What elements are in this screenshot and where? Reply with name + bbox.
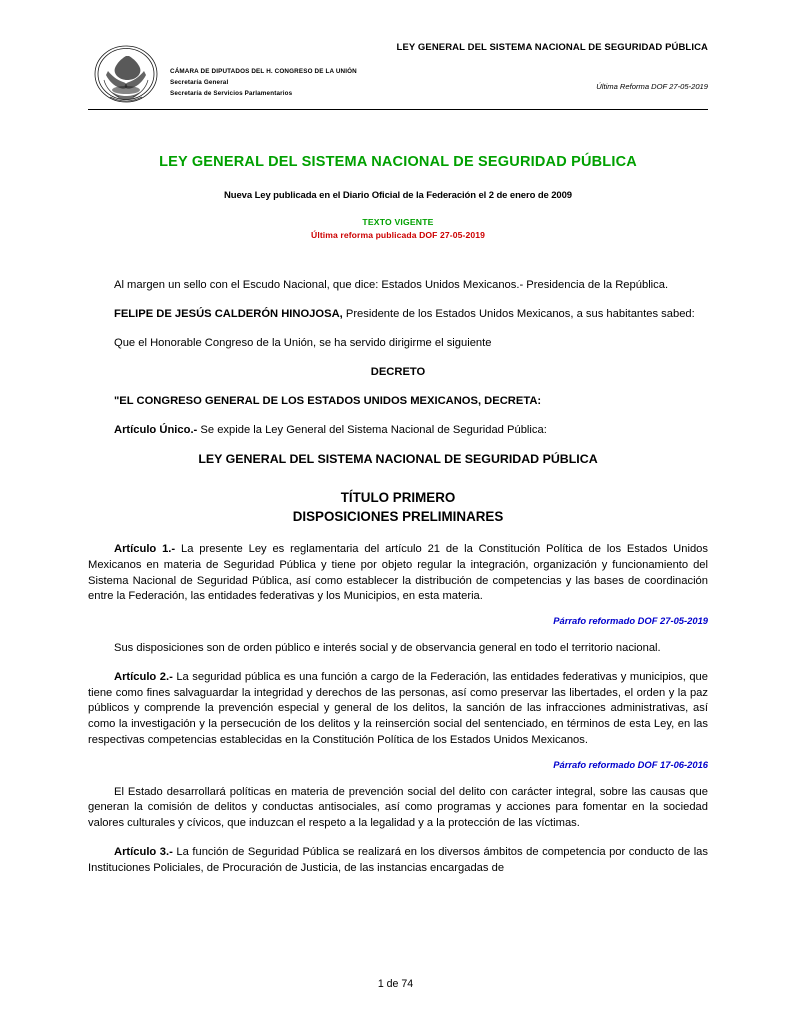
paragraph-orden-publico: Sus disposiciones son de orden público e interés social y de observancia general en todo el territorio nacional. (114, 641, 661, 654)
paragraph-congress-decreta: "EL CONGRESO GENERAL DE LOS ESTADOS UNIDOS MEXICANOS, DECRETA: (114, 394, 542, 407)
articulo-1 (88, 542, 708, 606)
title-block (88, 154, 708, 240)
page-footer (0, 978, 791, 990)
status-badge: TEXTO VIGENTE (362, 217, 434, 227)
articulo-3-text: La función de Seguridad Pública se realizará en los diversos ámbitos de competencia por conducto de las Instituciones Policiales, de Procuración de Justicia, de las instancias encargadas de (88, 846, 708, 875)
articulo-2-label: Artículo 2.- (114, 670, 173, 683)
paragraph-congress: Que el Honorable Congreso de la Unión, se ha servido dirigirme el siguiente (114, 336, 492, 349)
paragraph-margin-seal: Al margen un sello con el Escudo Nacional, que dice: Estados Unidos Mexicanos.- Presidencia de la República. (114, 279, 669, 291)
header-last-reform: Última Reforma DOF 27-05-2019 (596, 82, 708, 92)
page-indicator: 1 de 74 (377, 978, 414, 990)
titulo-primero-heading: TÍTULO PRIMERO (340, 490, 456, 506)
paragraph-president (88, 307, 708, 323)
reform-note-2: Párrafo reformado DOF 17-06-2016 (553, 759, 708, 771)
header-org-line-3: Secretaría de Servicios Parlamentarios (170, 90, 293, 98)
articulo-1-text: La presente Ley es reglamentaria del artículo 21 de la Constitución Política de los Estados Unidos Mexicanos en materia de Seguridad Pública y tiene por objeto regular la integración, organización y funcionamiento del Sistema Nacional de Seguridad Pública, así como establecer la distribución de competencias y las bases de coordinación entre la Federación, las entidades federativas y los Municipios, en esta materia. (88, 542, 708, 603)
articulo-unico-label: Artículo Único.- (114, 423, 198, 436)
header-org-line-1: CÁMARA DE DIPUTADOS DEL H. CONGRESO DE LA UNIÓN (170, 68, 357, 75)
articulo-3-label: Artículo 3.- (114, 846, 173, 859)
paragraph-articulo-unico (88, 423, 708, 439)
disposiciones-preliminares-heading: DISPOSICIONES PRELIMINARES (292, 508, 504, 524)
last-reform-published: Última reforma publicada DOF 27-05-2019 (311, 230, 485, 240)
articulo-2 (88, 670, 708, 750)
header-text-block (162, 40, 708, 99)
decreto-heading: DECRETO (370, 365, 426, 378)
header-document-title: LEY GENERAL DEL SISTEMA NACIONAL DE SEGURIDAD PÚBLICA (396, 42, 708, 53)
president-rest: Presidente de los Estados Unidos Mexicanos, a sus habitantes sabed: (342, 307, 695, 320)
president-name: FELIPE DE JESÚS CALDERÓN HINOJOSA, (114, 307, 343, 320)
articulo-unico-text: Se expide la Ley General del Sistema Nacional de Seguridad Pública: (197, 423, 547, 436)
document-header (88, 40, 708, 110)
law-heading: LEY GENERAL DEL SISTEMA NACIONAL DE SEGURIDAD PÚBLICA (198, 452, 598, 467)
page-content (88, 40, 708, 890)
articulo-3 (88, 845, 708, 877)
law-title: LEY GENERAL DEL SISTEMA NACIONAL DE SEGURIDAD PÚBLICA (159, 154, 637, 170)
mexican-coat-of-arms-icon (90, 44, 162, 106)
reform-note-1: Párrafo reformado DOF 27-05-2019 (553, 615, 708, 627)
articulo-2-text: La seguridad pública es una función a cargo de la Federación, las entidades federativas y municipios, que tiene como fines salvaguardar la integridad y derechos de las personas, así como preservar las libertades, el orden y la paz públicos y comprende la prevención especial y general de los delitos, la sanción de las infracciones administrativas, así como la investigación y la persecución de los delitos y la reinserción social del sentenciado, en términos de esta Ley, en las respectivas competencias establecidas en la Constitución Política de los Estados Unidos Mexicanos. (88, 670, 708, 747)
articulo-1-label: Artículo 1.- (114, 542, 176, 555)
document-body (88, 278, 708, 877)
paragraph-prevencion-social: El Estado desarrollará políticas en materia de prevención social del delito con carácter integral, sobre las causas que generan la comisión de delitos y conductas antisociales, así como programas y acciones para fomentar en la sociedad valores culturales y cívicos, que induzcan el respeto a la legalidad y a la protección de las víctimas. (88, 785, 708, 830)
header-org-line-2: Secretaría General (170, 79, 229, 87)
publication-line: Nueva Ley publicada en el Diario Oficial de la Federación el 2 de enero de 2009 (224, 190, 572, 201)
